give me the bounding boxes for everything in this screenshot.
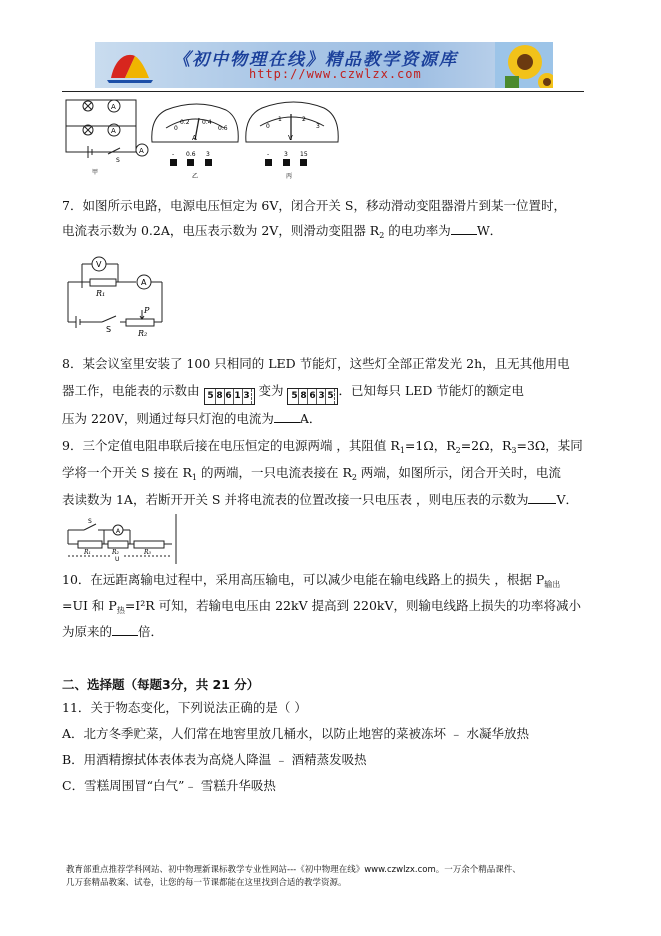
- q7-fig-voltmeter: V: [96, 260, 102, 269]
- footer-line1: 教育部重点推荐学科网站、初中物理新课标教学专业性网站---《初中物理在线》www.czwlzx.com。一万余个精品课件、: [66, 865, 521, 875]
- q7-line1: 7．如图所示电路，电源电压恒定为 6V，闭合开关 S，移动滑动变阻器滑片到某一位置时，: [62, 198, 566, 213]
- q7-fig-p: P: [144, 306, 150, 315]
- meter2-digit: 5: [290, 389, 299, 404]
- q9-line1: [62, 437, 583, 460]
- q9-line1-c: =2Ω，R: [460, 438, 512, 453]
- circuit-ammeter-label-3: A: [139, 147, 144, 155]
- q9-line3-a: 表读数为 1A，若断开开关 S 并将电流表的位置改接一只电压表 ，则电压表的示数为: [62, 492, 529, 507]
- q8-answer-blank: [274, 410, 300, 423]
- q9-line2: [62, 464, 561, 487]
- voltmeter-scale-3: 3: [316, 123, 320, 130]
- meter2-digit: 3: [317, 389, 326, 404]
- q9-line2-a: 学将一个开关 S 接在 R: [62, 465, 192, 480]
- figure-circuit-meters: [62, 96, 362, 180]
- circuit-switch-label: S: [116, 157, 120, 164]
- energy-meter-after: [287, 388, 338, 405]
- q7-answer-blank: [451, 222, 477, 235]
- ammeter-scale-0: 0: [174, 125, 178, 132]
- label-yi: 乙: [192, 173, 199, 180]
- label-jia: 甲: [92, 169, 99, 176]
- q7-line2-sub: 2: [379, 231, 385, 240]
- header-rule: [62, 91, 584, 92]
- meter1-digit: 6: [225, 389, 234, 404]
- q9-fig-r2: R₂: [112, 549, 119, 556]
- q8-line1: 8．某会议室里安装了 100 只相同的 LED 节能灯，这些灯全部正常发光 2h，且无其他用电: [62, 356, 570, 371]
- q7-line2-a: 电流表示数为 0.2A，电压表示数为 2V，则滑动变阻器 R: [62, 223, 380, 238]
- q10-line1-a: 10．在远距离输电过程中，采用高压输电，可以减少电能在输电线路上的损失 ，根据 P: [62, 572, 545, 587]
- meter2-digit: 8: [299, 389, 308, 404]
- q10-answer-blank: [112, 623, 138, 636]
- q9-line1-d: =3Ω，某同: [516, 438, 583, 453]
- q9-line3-b: V．: [556, 492, 578, 507]
- meter1-digit: 3: [243, 389, 252, 404]
- q9-sub: 2: [351, 473, 357, 482]
- q9-sub: 2: [455, 446, 461, 455]
- ammeter-scale-2: 0.4: [202, 119, 212, 126]
- voltmeter-terminal-neg: -: [267, 151, 270, 158]
- q9-line2-b: 的两端，一只电流表接在 R: [197, 465, 352, 480]
- q10-line3: [62, 623, 163, 641]
- q9-fig-u: U: [115, 556, 120, 563]
- circuit-ammeter-label-1: A: [111, 103, 116, 111]
- meter1-digit: 5: [207, 389, 216, 404]
- q7-line2-c: W．: [476, 223, 503, 238]
- q10-sub: 输出: [544, 580, 561, 589]
- section-title: 二、选择题（每题3分，共 21 分）: [62, 677, 260, 692]
- ammeter-scale-3: 0.6: [218, 125, 228, 132]
- banner-url: http://www.czwlzx.com: [249, 67, 422, 81]
- q10-line3-b: 倍．: [138, 624, 164, 639]
- meter2-digit: 5: [326, 389, 335, 404]
- voltmeter-face-label: V: [288, 134, 293, 142]
- q10-line2-b: =I²R 可知，若输电电压由 22kV 提高到 220kV，则输电线路上损失的功率将减小: [124, 598, 582, 613]
- q8-line3-a: 压为 220V，则通过每只灯泡的电流为: [62, 411, 274, 426]
- q9-fig-s: S: [88, 518, 92, 525]
- ammeter-terminal-3: 3: [206, 151, 210, 158]
- q9-sub: 1: [399, 446, 405, 455]
- q8-line2-a: 器工作，电能表的示数由: [62, 383, 200, 398]
- q9-line1-b: =1Ω，R: [404, 438, 456, 453]
- q9-line2-c: 两端，如图所示，闭合开关时，电流: [356, 465, 561, 480]
- q7-fig-ammeter: A: [141, 278, 147, 287]
- voltmeter-scale-0: 0: [266, 123, 270, 130]
- q9-fig-r1: R₁: [84, 549, 91, 556]
- energy-meter-before: [204, 388, 255, 405]
- meter2-digit: 6: [308, 389, 317, 404]
- q7-fig-r1: R₁: [96, 289, 106, 298]
- ammeter-scale-1: 0.2: [180, 119, 190, 126]
- q9-circuit-figure: [64, 514, 182, 564]
- banner-title: 《初中物理在线》精品教学资源库: [173, 50, 458, 70]
- voltmeter-terminal-3: 3: [284, 151, 288, 158]
- q10-line3-a: 为原来的: [62, 624, 113, 639]
- voltmeter-terminal-15: 15: [300, 151, 308, 158]
- q8-line2: [62, 382, 524, 405]
- q8-line3: [62, 410, 321, 428]
- q11-option-c: C．雪糕周围冒“白气”﹣ 雪糕升华吸热: [62, 778, 276, 793]
- q11-option-b: B．用酒精擦拭体表体表为高烧人降温 ﹣ 酒精蒸发吸热: [62, 752, 367, 767]
- site-logo-icon: [105, 48, 155, 84]
- q7-circuit-figure: [62, 250, 172, 338]
- ammeter-terminal-06: 0.6: [186, 151, 196, 158]
- q10-line2: [62, 597, 581, 620]
- q7-line2: [62, 222, 502, 245]
- sunflower-image: [495, 42, 553, 88]
- meter1-digit: 1: [234, 389, 243, 404]
- q7-fig-s: S: [106, 325, 112, 334]
- q9-sub: 1: [191, 473, 197, 482]
- q9-line1-a: 9．三个定值电阻串联后接在电压恒定的电源两端 ，其阻值 R: [62, 438, 400, 453]
- voltmeter-scale-2: 2: [302, 116, 306, 123]
- q11-stem: 11．关于物态变化，下列说法正确的是（ ）: [62, 700, 307, 715]
- footer-line2: 几万套精品教案、试卷，让您的每一节课都能在这里找到合适的教学资源。: [66, 878, 347, 888]
- label-bing: 丙: [286, 173, 293, 180]
- q10-line2-a: =UI 和 P: [62, 598, 117, 613]
- q7-fig-r2: R₂: [138, 329, 148, 338]
- q9-line3: [62, 491, 578, 509]
- q9-fig-a: A: [116, 528, 121, 535]
- q9-answer-blank: [528, 491, 556, 504]
- q11-option-a: A．北方冬季贮菜，人们常在地窖里放几桶水，以防止地窖的菜被冻坏 ﹣ 水凝华放热: [62, 726, 529, 741]
- circuit-ammeter-label-2: A: [111, 127, 116, 135]
- q10-line1: [62, 571, 560, 594]
- q7-line2-b: 的电功率为: [384, 223, 451, 238]
- ammeter-terminal-neg: -: [172, 151, 175, 158]
- voltmeter-scale-1: 1: [278, 116, 282, 123]
- q9-fig-r3: R₃: [144, 549, 151, 556]
- ammeter-face-label: A: [192, 134, 197, 142]
- meter1-digit: 8: [216, 389, 225, 404]
- q8-line2-c: ．已知每只 LED 节能灯的额定电: [338, 383, 524, 398]
- header-banner: [95, 42, 553, 88]
- q9-sub: 3: [511, 446, 517, 455]
- q10-sub: 热: [116, 606, 125, 615]
- q8-line2-b: 变为: [258, 383, 284, 398]
- q8-line3-b: A．: [299, 411, 322, 426]
